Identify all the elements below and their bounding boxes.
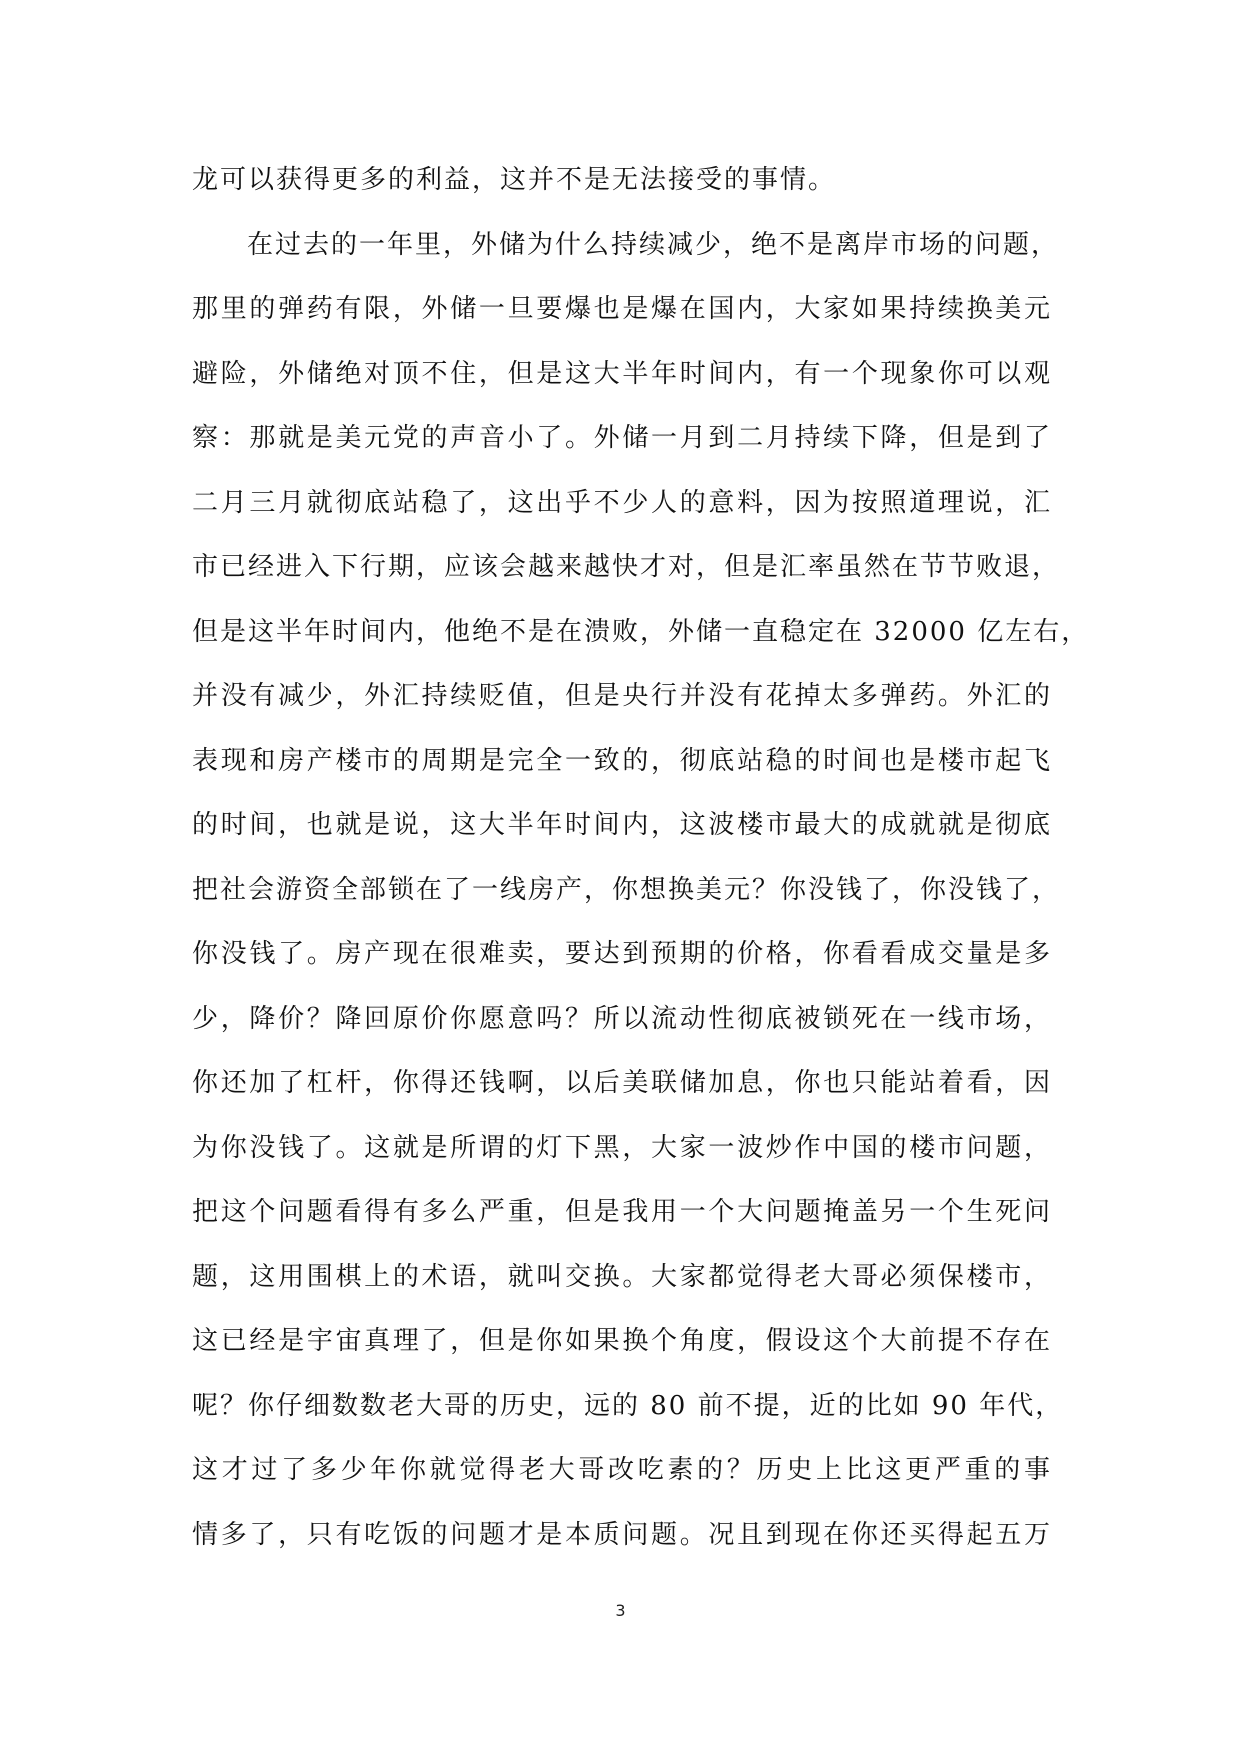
text-line-21: 这才过了多少年你就觉得老大哥改吃素的？历史上比这更严重的事	[192, 1455, 1052, 1485]
text-line-6: 二月三月就彻底站稳了，这出乎不少人的意料，因为按照道理说，汇	[192, 487, 1052, 518]
text-line-12: 把社会游资全部锁在了一线房产，你想换美元？你没钱了，你没钱了，	[192, 874, 1061, 905]
page-number: 3	[615, 1601, 626, 1620]
text-line-14: 少，降价？降回原价你愿意吗？所以流动性彻底被锁死在一线市场，	[192, 1003, 1052, 1034]
text-line-13: 你没钱了。房产现在很难卖，要达到预期的价格，你看看成交量是多	[192, 939, 1052, 969]
text-line-8: 但是这半年时间内，他绝不是在溃败，外储一直稳定在 32000 亿左右，	[192, 616, 1090, 647]
text-line-9: 并没有减少，外汇持续贬值，但是央行并没有花掉太多弹药。外汇的	[192, 681, 1052, 711]
body-text	[192, 158, 1090, 1577]
text-line-4: 避险，外储绝对顶不住，但是这大半年时间内，有一个现象你可以观	[192, 358, 1052, 389]
text-line-1: 龙可以获得更多的利益，这并不是无法接受的事情。	[192, 165, 837, 195]
text-line-22: 情多了，只有吃饭的问题才是本质问题。况且到现在你还买得起五万	[192, 1519, 1052, 1550]
text-line-18: 题，这用围棋上的术语，就叫交换。大家都觉得老大哥必须保楼市，	[192, 1261, 1052, 1292]
text-line-17: 把这个问题看得有多么严重，但是我用一个大问题掩盖另一个生死问	[192, 1197, 1052, 1227]
text-line-15: 你还加了杠杆，你得还钱啊，以后美联储加息，你也只能站着看，因	[192, 1068, 1052, 1098]
text-line-7: 市已经进入下行期，应该会越来越快才对，但是汇率虽然在节节败退，	[192, 552, 1061, 582]
text-line-19: 这已经是宇宙真理了，但是你如果换个角度，假设这个大前提不存在	[192, 1326, 1052, 1356]
text-line-20: 呢？你仔细数数老大哥的历史，远的 80 前不提，近的比如 90 年代，	[192, 1390, 1064, 1421]
text-line-11: 的时间，也就是说，这大半年时间内，这波楼市最大的成就就是彻底	[192, 810, 1052, 840]
text-line-2: 在过去的一年里，外储为什么持续减少，绝不是离岸市场的问题，	[247, 229, 1060, 260]
text-line-10: 表现和房产楼市的周期是完全一致的，彻底站稳的时间也是楼市起飞	[192, 745, 1052, 776]
text-line-3: 那里的弹药有限，外储一旦要爆也是爆在国内，大家如果持续换美元	[192, 294, 1052, 324]
text-line-16: 为你没钱了。这就是所谓的灯下黑，大家一波炒作中国的楼市问题，	[192, 1132, 1052, 1163]
text-line-5: 察：那就是美元党的声音小了。外储一月到二月持续下降，但是到了	[192, 423, 1052, 453]
